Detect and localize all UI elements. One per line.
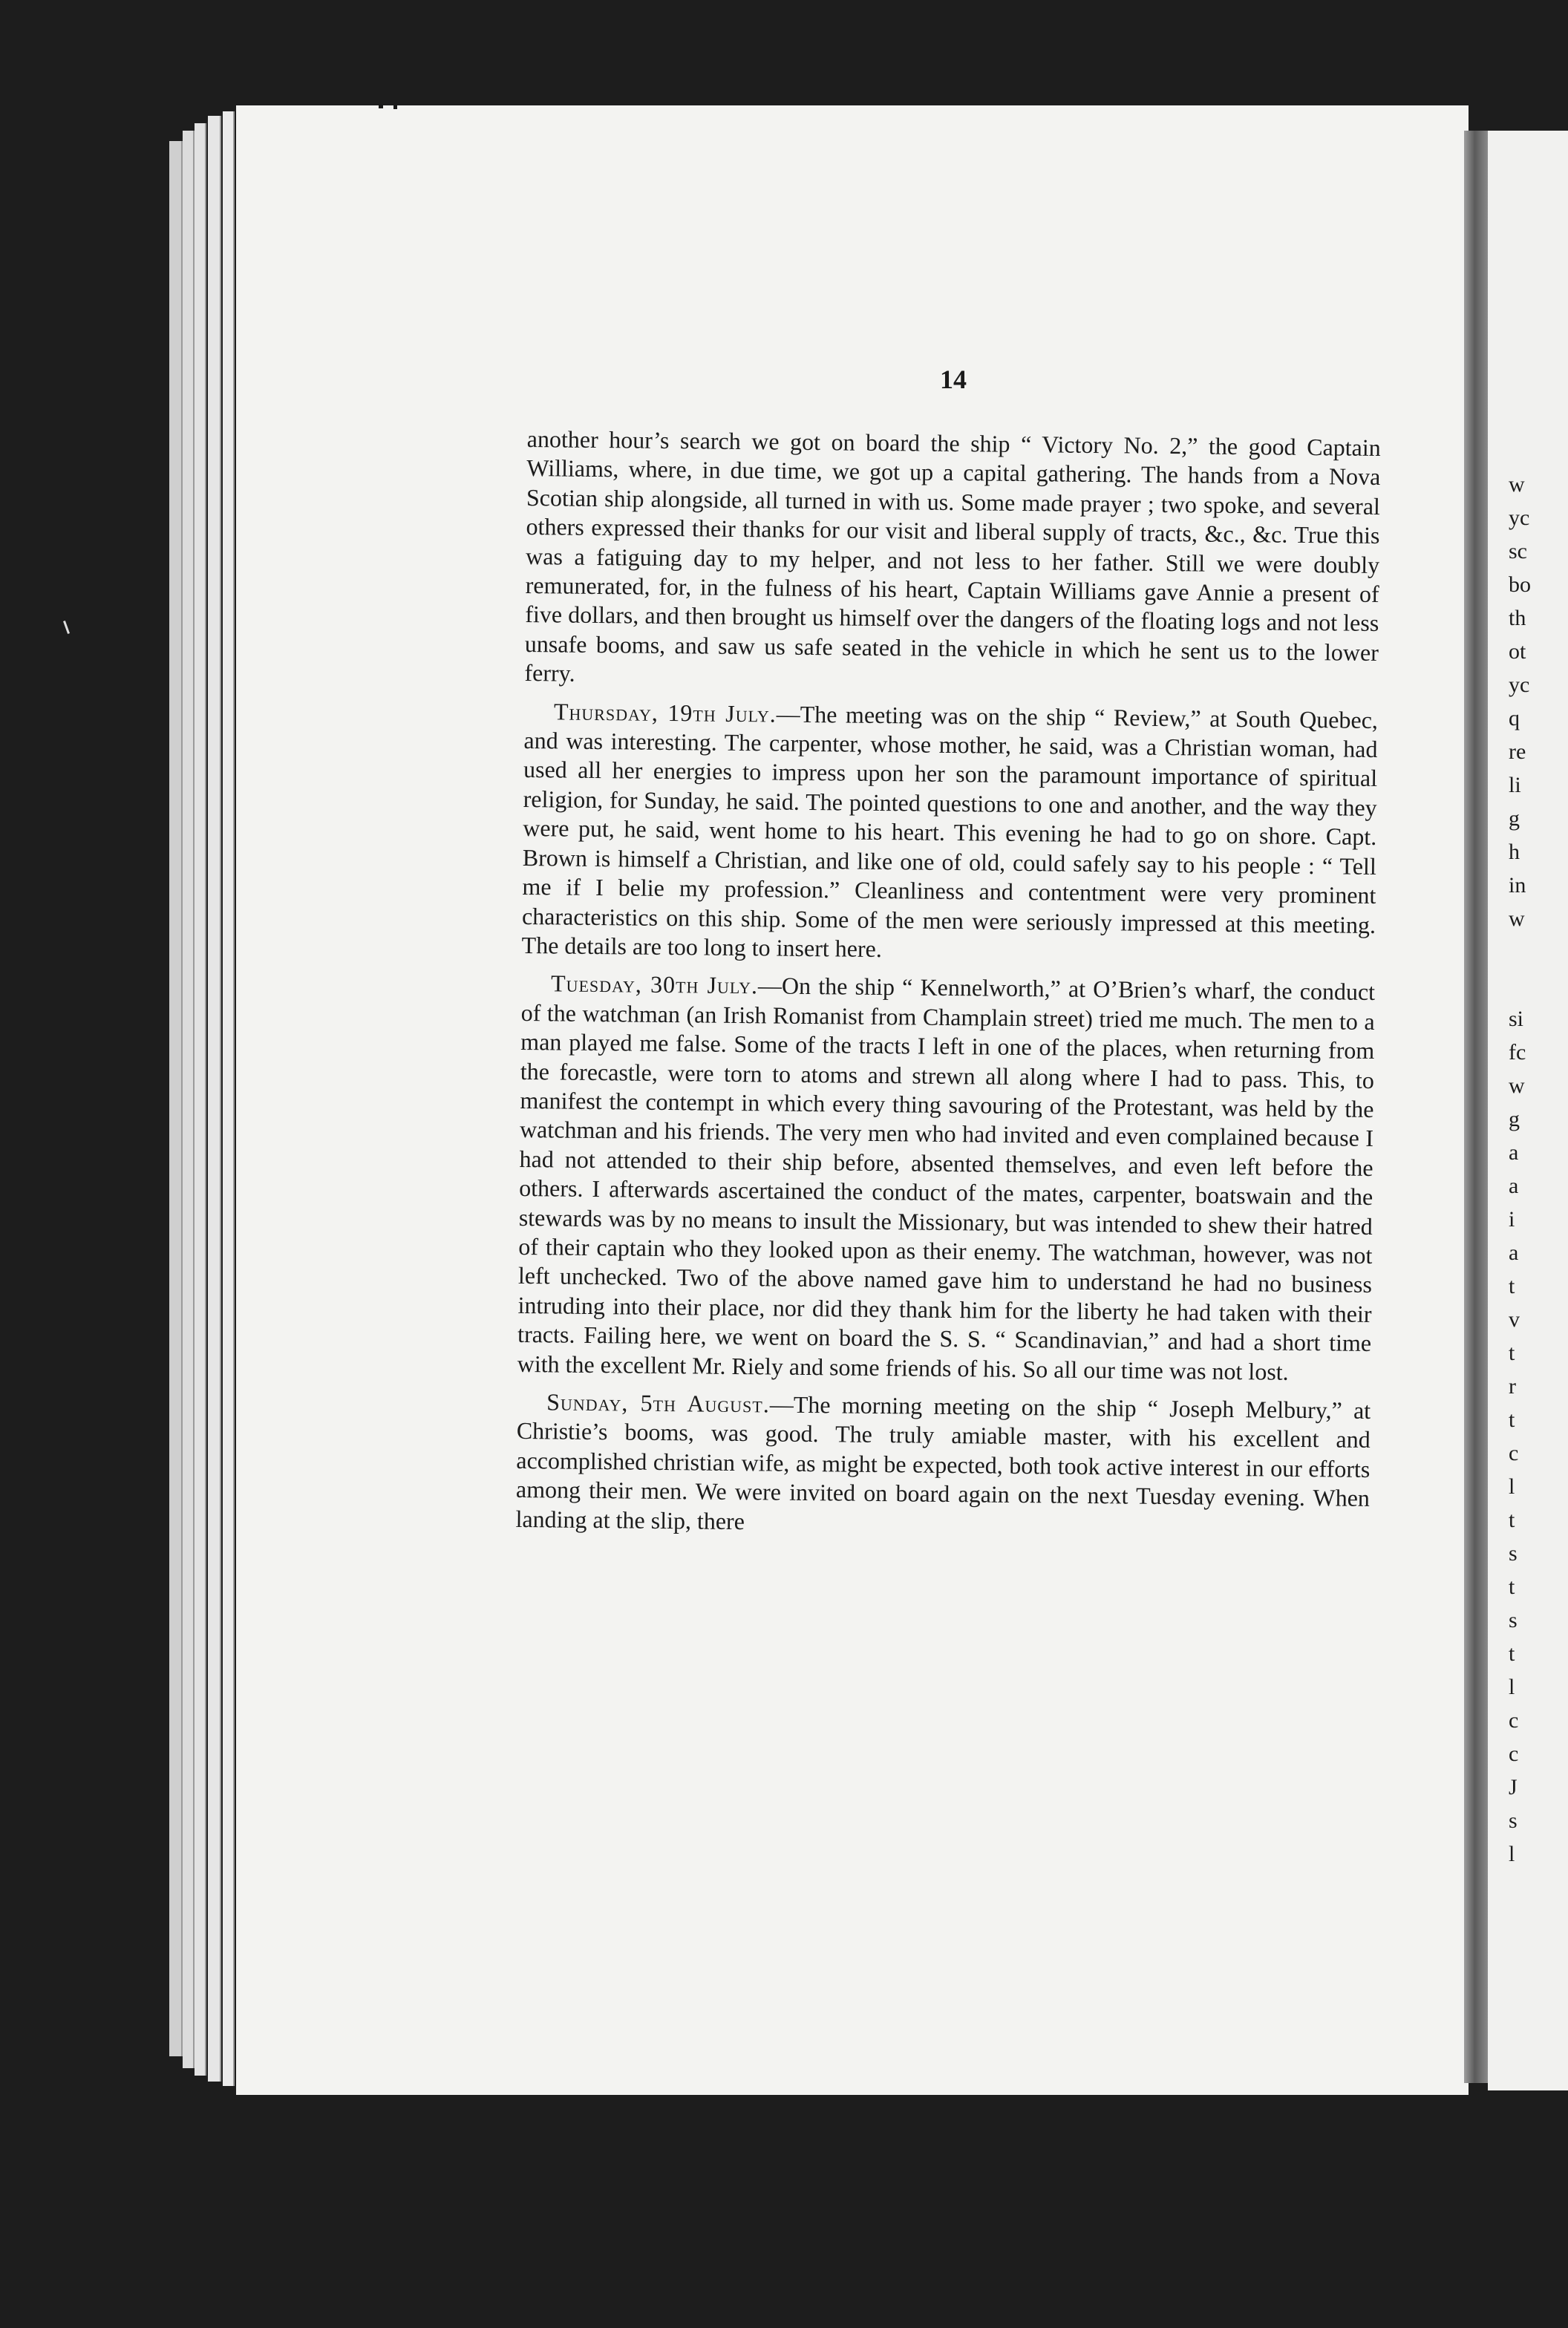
facing-page-fragment: li xyxy=(1509,773,1521,797)
entry-date: Sunday, 5th August. xyxy=(546,1388,771,1418)
page-number: 14 xyxy=(940,364,967,394)
paragraph-2 xyxy=(521,697,1378,970)
facing-page-fragment: t xyxy=(1509,1341,1515,1365)
facing-page-fragment: t xyxy=(1509,1508,1515,1532)
page-edge xyxy=(208,116,221,2082)
facing-page-fragment: q xyxy=(1509,706,1520,730)
entry-date: Tuesday, 30th July. xyxy=(550,970,759,999)
facing-page-fragment: s xyxy=(1509,1541,1518,1566)
facing-page-fragment: in xyxy=(1509,873,1526,897)
paragraph-body: —The meeting was on the ship “ Review,” at South Quebec, and was interesting. The carpenter, whose mother, he said, was a Christian woman, had used all her energies to impress upon her son the paramount importance of spiritual religion, for Sunday, he said. The pointed questions to one and another, and the way they were put, he said, went home to his heart. This evening he had to go on shore. Capt. Brown is himself a Christian, and like one of old, could safely say to his people : “ Tell me if I belie my profession.” Cleanliness and contentment were very prominent characteristics on this ship. Some of the men were seriously impressed at this meeting. The details are too long to insert here. xyxy=(521,700,1379,962)
facing-page-fragment: t xyxy=(1509,1575,1515,1599)
facing-page-fragment: w xyxy=(1509,906,1525,931)
paragraph-3 xyxy=(517,969,1376,1387)
facing-page-fragment: s xyxy=(1509,1808,1518,1833)
page-edge xyxy=(223,111,235,2086)
dust-speck xyxy=(379,104,383,108)
facing-page-fragment: c xyxy=(1509,1708,1519,1733)
facing-page-fragment: yc xyxy=(1509,673,1530,697)
facing-page-fragment: re xyxy=(1509,739,1526,764)
page-edge xyxy=(195,123,206,2076)
facing-page-fragment: a xyxy=(1509,1140,1519,1165)
facing-page-fragment: w xyxy=(1509,472,1525,497)
page-edge xyxy=(169,141,183,2056)
facing-page-text xyxy=(1509,468,1568,1871)
facing-page-fragment: si xyxy=(1509,1007,1524,1031)
facing-page-fragment: a xyxy=(1509,1174,1519,1198)
entry-date: Thursday, 19th July. xyxy=(553,698,777,728)
paragraph-4 xyxy=(515,1387,1371,1543)
book-gutter xyxy=(1464,131,1488,2083)
facing-page-fragment: t xyxy=(1509,1274,1515,1298)
facing-page-fragment: a xyxy=(1509,1240,1519,1265)
paragraph-1 xyxy=(524,425,1381,697)
facing-page-fragment: yc xyxy=(1509,506,1530,530)
facing-page-fragment: c xyxy=(1509,1742,1519,1766)
facing-page-fragment: t xyxy=(1509,1641,1515,1666)
facing-page-fragment: c xyxy=(1509,1441,1519,1465)
facing-page-fragment: ot xyxy=(1509,639,1526,664)
facing-page-fragment: sc xyxy=(1509,539,1527,563)
facing-page-fragment xyxy=(1509,969,1568,1002)
facing-page-fragment: w xyxy=(1509,1073,1525,1098)
facing-page-fragment xyxy=(1509,935,1568,969)
facing-page-fragment: r xyxy=(1509,1374,1516,1399)
facing-page-fragment: g xyxy=(1509,806,1520,831)
facing-page-fragment: l xyxy=(1509,1474,1515,1499)
facing-page-fragment: h xyxy=(1509,840,1520,864)
dust-speck xyxy=(393,105,397,109)
facing-page-fragment: l xyxy=(1509,1842,1515,1866)
facing-page-fragment: th xyxy=(1509,606,1526,630)
facing-page-fragment: v xyxy=(1509,1307,1520,1332)
facing-page-fragment: t xyxy=(1509,1407,1515,1432)
paragraph-body: another hour’s search we got on board the ship “ Victory No. 2,” the good Captain Williams, where, in due time, we got up a capital gathering. The hands from a Nova Scotian ship alongside, all turned in with us. Some made prayer ; two spoke, and several others expressed their thanks for our visit and liberal supply of tracts, &c., &c. True this was a fatiguing day to my helper, and not less to her father. Still we were doubly remunerated, for, in the fulness of his heart, Captain Williams gave Annie a present of five dollars, and then brought us himself over the dangers of the floating logs and not less unsafe booms, and saw us safe seated in the vehicle in which he sent us to the lower ferry. xyxy=(524,425,1381,687)
facing-page-fragment: fc xyxy=(1509,1040,1526,1065)
paragraph-body: —On the ship “ Kennelworth,” at O’Brien’s wharf, the conduct of the watchman (an Irish Romanist from Champlain street) tried me much. The men to a man played me false. Some of the tracts I left in one of the places, when returning from the forecastle, were torn to atoms and strewn all along where I had to pass. This, to manifest the contempt in which every thing savouring of the Protestant, was held by the watchman and his friends. The very men who had invited and even complained because I had not attended to their ship before, absented themselves, and even left before the others. I afterwards ascertained the conduct of the mates, carpenter, boatswain and the stewards was by no means to insult the Missionary, but was intended to shew their hatred of their captain who they looked upon as their enemy. The watchman, however, was not left unchecked. Two of the above named gave him to understand he had no business intruding into their place, nor did they thank him for the liberty he had taken with their tracts. Failing here, we went on board the S. S. “ Scandinavian,” and had a short time with the excellent Mr. Riely and some friends of his. So all our time was not lost. xyxy=(517,972,1376,1385)
facing-page-fragment: l xyxy=(1509,1675,1515,1699)
facing-page-fragment: i xyxy=(1509,1207,1515,1232)
page-edge xyxy=(183,131,195,2068)
paragraph-body: —The morning meeting on the ship “ Joseph Melbury,” at Christie’s booms, was good. The truly amiable master, with his excellent and accomplished christian wife, as might be expected, both took active interest in our efforts among their men. We were invited on board again on the next Tuesday evening. When landing at the slip, there xyxy=(515,1390,1371,1534)
facing-page-fragment: s xyxy=(1509,1608,1518,1632)
facing-page-fragment: g xyxy=(1509,1107,1520,1131)
facing-page-fragment: bo xyxy=(1509,572,1531,597)
facing-page-fragment: J xyxy=(1509,1775,1518,1799)
page-text xyxy=(515,425,1381,1552)
